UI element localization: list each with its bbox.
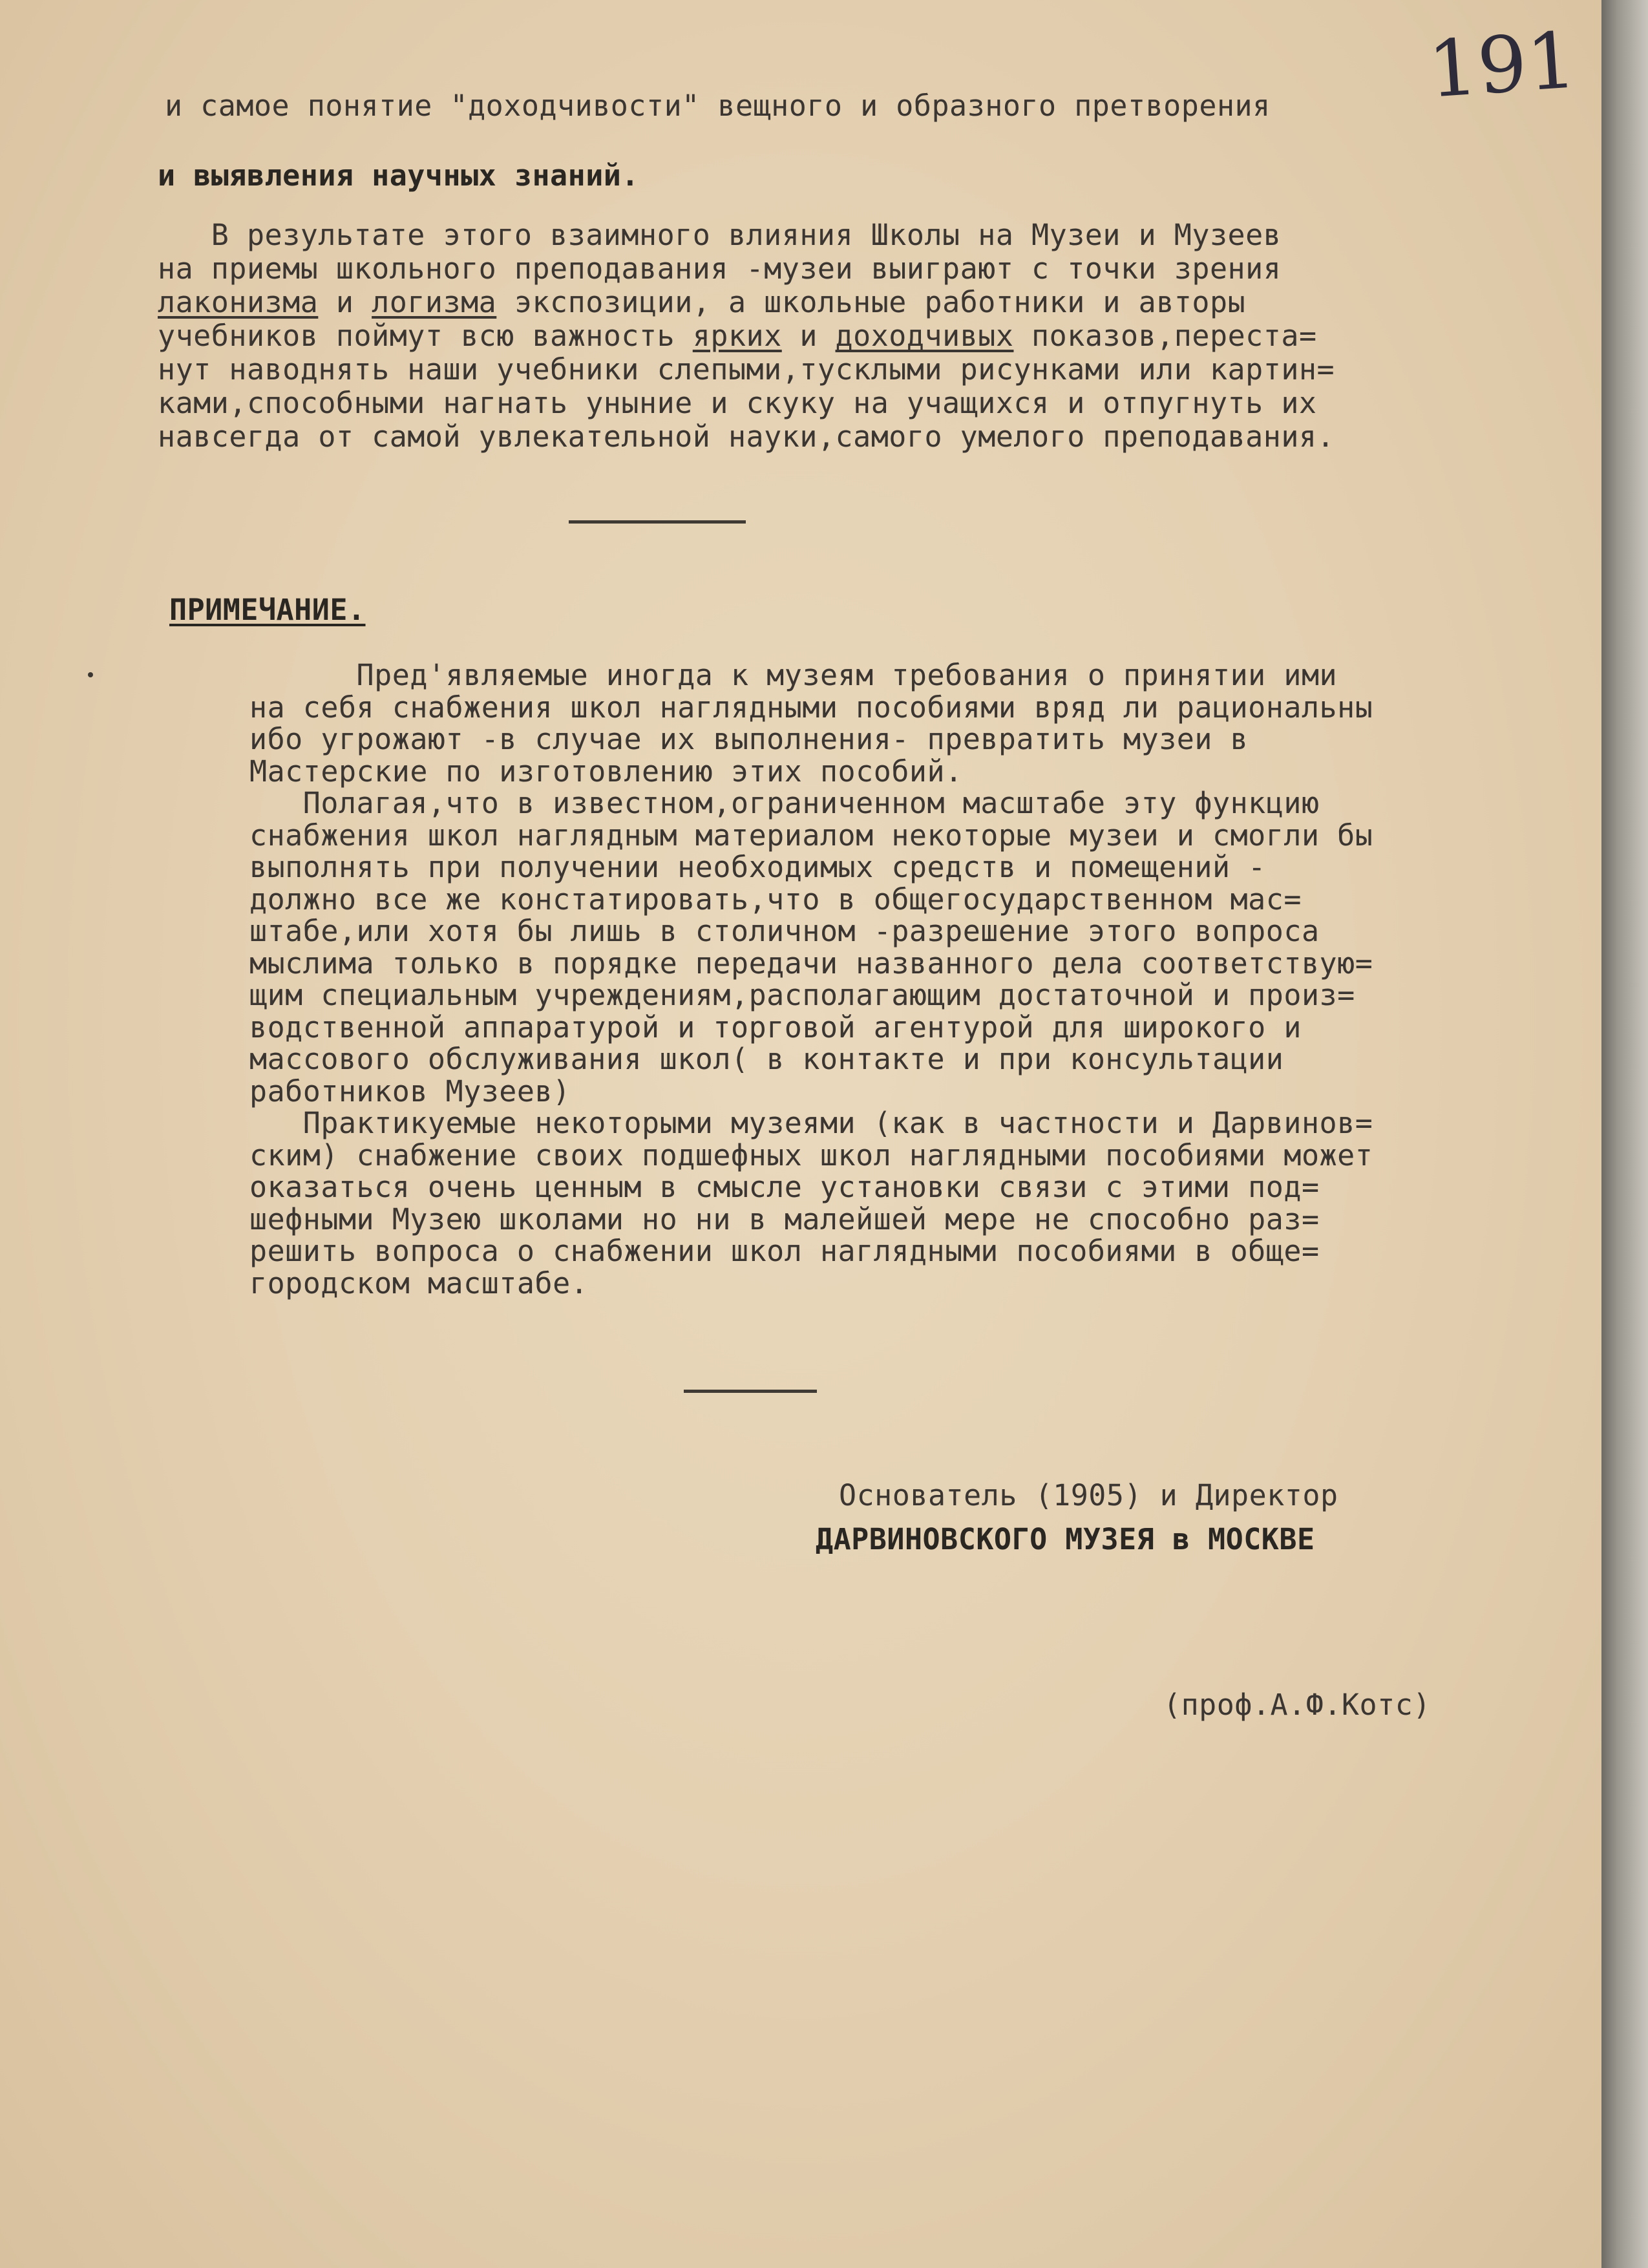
paragraph-line: на приемы школьного преподавания -музеи выиграют с точки зрения [158,251,1282,286]
paragraph-line: навсегда от самой увлекательной науки,самого умелого преподавания. [158,419,1335,454]
note-line: Полагая,что в известном,ограниченном масштабе эту функцию [249,786,1320,820]
note-line: ибо угрожают -в случае их выполнения- превратить музеи в [249,722,1249,756]
closing-divider [684,1390,817,1393]
note-line: оказаться очень ценным в смысле установки связи с этими под= [249,1170,1320,1204]
intro-line-2: и выявления научных знаний. [158,158,639,193]
section-divider [569,520,746,524]
note-line: городском масштабе. [249,1266,589,1300]
note-line: водственной аппаратурой и торговой агентурой для широкого и [249,1010,1302,1044]
signature-museum: ДАРВИНОВСКОГО МУЗЕЯ в МОСКВЕ [816,1522,1315,1556]
note-line: на себя снабжения школ наглядными пособиями вряд ли рациональны [249,690,1373,725]
note-line: шефными Музею школами но ни в малейшей мере не способно раз= [249,1202,1320,1236]
underlined-word: доходчивых [835,319,1014,353]
signature-name: (проф.А.Ф.Котс) [1163,1688,1431,1722]
note-line: должно все же констатировать,что в общегосударственном мас= [249,882,1302,917]
note-heading: ПРИМЕЧАНИЕ. [169,593,366,627]
paragraph-line: ками,способными нагнать уныние и скуку на учащихся и отпугнуть их [158,386,1317,420]
scan-edge [1601,0,1648,2268]
paragraph-line: В результате этого взаимного влияния Школы на Музеи и Музеев [158,218,1282,252]
note-line: ским) снабжение своих подшефных школ наглядными пособиями может [249,1138,1373,1172]
note-line: работников Музеев) [249,1074,571,1108]
paragraph-line: лаконизма и логизма экспозиции, а школьные работники и авторы [158,285,1246,319]
note-line: штабе,или хотя бы лишь в столичном -разрешение этого вопроса [249,914,1320,948]
underlined-word: ярких [692,319,782,353]
note-line: Мастерские по изготовлению этих пособий. [249,754,963,789]
signature-title: Основатель (1905) и Директор [839,1478,1338,1512]
underlined-word: логизма [372,285,497,319]
margin-mark [88,672,93,677]
underlined-word: лаконизма [158,285,319,319]
intro-line-1: и самое понятие "доходчивости" вещного и образного претворения [165,89,1271,123]
note-line: выполнять при получении необходимых средств и помещений - [249,850,1266,884]
note-line: снабжения школ наглядным материалом некоторые музеи и смогли бы [249,818,1373,853]
note-line: массового обслуживания школ( в контакте и при консультации [249,1042,1284,1076]
page-number: 191 [1425,16,1579,116]
paragraph-line: учебников поймут всю важность ярких и доходчивых показов,переста= [158,319,1317,353]
paragraph-line: нут наводнять наши учебники слепыми,тусклыми рисунками или картин= [158,352,1335,387]
note-line: решить вопроса о снабжении школ наглядными пособиями в обще= [249,1234,1320,1268]
note-line: Практикуемые некоторыми музеями (как в частности и Дарвинов= [249,1106,1373,1140]
note-line: мыслима только в порядке передачи названного дела соответствую= [249,946,1373,980]
note-line: Пред'являемые иногда к музеям требования о принятии ими [249,658,1338,692]
note-line: щим специальным учреждениям,располагающим достаточной и произ= [249,978,1355,1012]
